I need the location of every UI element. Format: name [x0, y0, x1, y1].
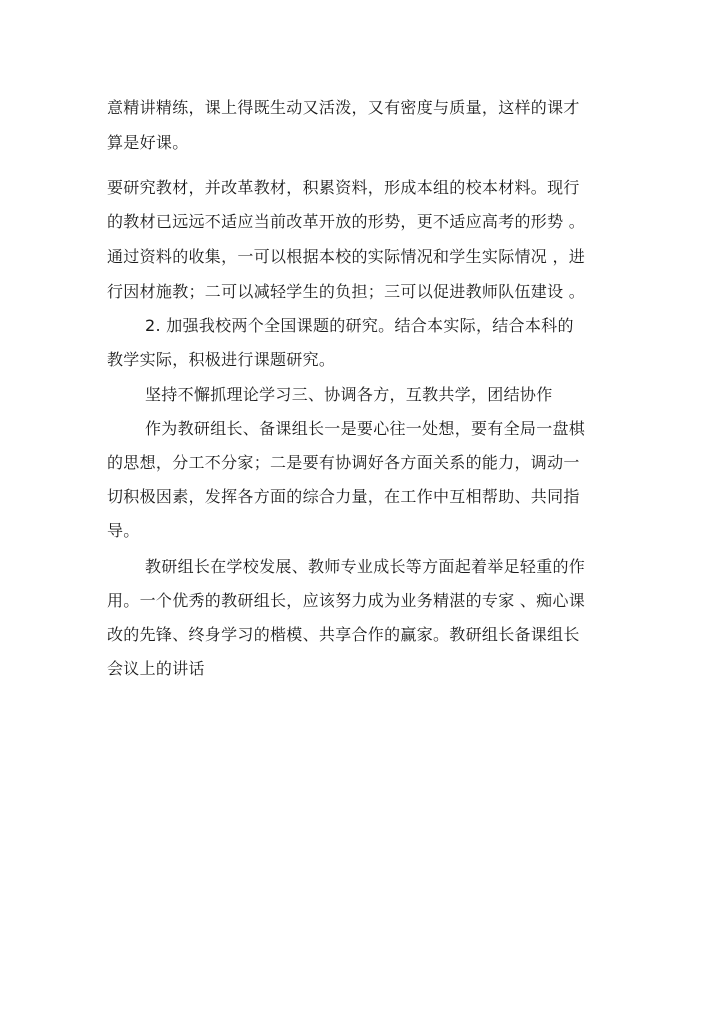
- text-line: 算是好课。: [107, 133, 189, 152]
- text-line: 教学实际，积极进行课题研究。: [107, 350, 336, 369]
- text-line: 意精讲精练，课上得既生动又活泼，又有密度与质量，这样的课才: [107, 98, 580, 117]
- text-line: 会议上的讲话: [107, 659, 205, 678]
- text-line: 改的先锋、终身学习的楷模、共享合作的赢家。教研组长备课组长: [107, 625, 580, 644]
- text-line: 导。: [107, 521, 140, 540]
- text-line: 要研究教材，并改革教材，积累资料，形成本组的校本材料。现行: [107, 178, 580, 197]
- text-line: 2. 加强我校两个全国课题的研究。结合本实际，结合本科的: [145, 316, 574, 335]
- text-line: 的教材已远远不适应当前改革开放的形势，更不适应高考的形势 。: [107, 212, 586, 231]
- text-line: 作为教研组长、备课组长一是要心往一处想，要有全局一盘棋: [145, 419, 586, 438]
- text-line: 行因材施教；二可以减轻学生的负担；三可以促进教师队伍建设 。: [107, 282, 586, 301]
- text-line: 的思想，分工不分家；二是要有协调好各方面关系的能力，调动一: [107, 453, 580, 472]
- text-line: 教研组长在学校发展、教师专业成长等方面起着举足轻重的作: [145, 557, 586, 576]
- text-line: 切积极因素，发挥各方面的综合力量，在工作中互相帮助、共同指: [107, 487, 580, 506]
- text-line: 坚持不懈抓理论学习三、协调各方，互教共学，团结协作: [145, 385, 553, 404]
- text-line: 用。一个优秀的教研组长，应该努力成为业务精湛的专家 、痴心课: [107, 591, 586, 610]
- text-line: 通过资料的收集，一可以根据本校的实际情况和学生实际情况 ，进: [107, 247, 586, 266]
